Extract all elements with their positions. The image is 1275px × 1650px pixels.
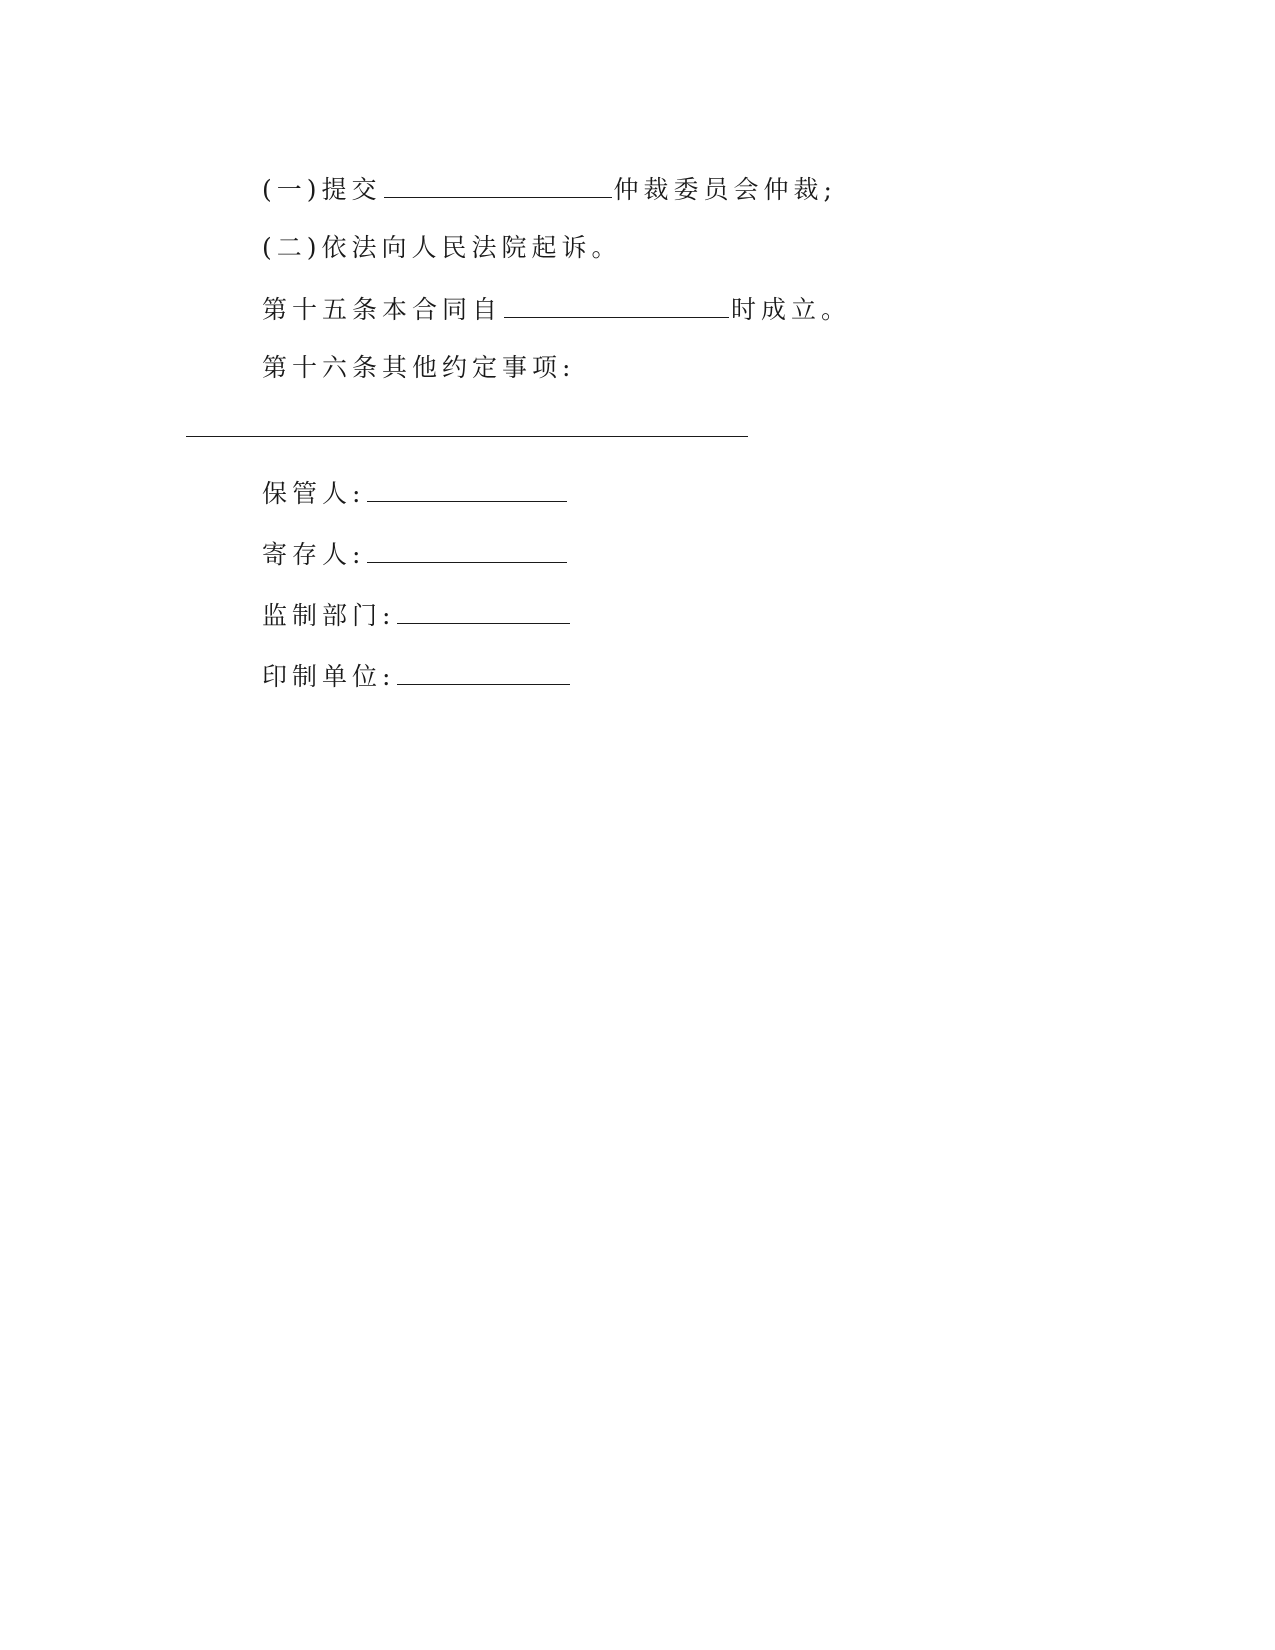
lawsuit-clause — [262, 231, 622, 265]
effective-time-blank[interactable] — [504, 291, 729, 318]
supervisor-blank[interactable] — [397, 597, 570, 624]
arbitration-prefix: (一)提交 — [262, 175, 382, 204]
article-15-suffix: 时成立。 — [731, 295, 852, 324]
custodian-label: 保管人: — [262, 479, 366, 508]
other-matters-blank[interactable] — [186, 436, 748, 437]
printer-blank[interactable] — [397, 658, 570, 685]
custodian-blank[interactable] — [367, 475, 567, 502]
printer-label: 印制单位: — [262, 662, 396, 691]
depositor-signature — [262, 536, 569, 572]
depositor-label: 寄存人: — [262, 540, 366, 569]
arbitration-commission-blank[interactable] — [384, 171, 612, 198]
printer-signature — [262, 658, 572, 694]
article-16-text: 第十六条其他约定事项: — [262, 353, 576, 382]
lawsuit-text: (二)依法向人民法院起诉。 — [262, 233, 622, 262]
depositor-blank[interactable] — [367, 536, 567, 563]
arbitration-clause — [262, 171, 837, 207]
custodian-signature — [262, 475, 569, 511]
article-15 — [262, 291, 851, 327]
supervisor-label: 监制部门: — [262, 601, 396, 630]
article-16 — [262, 351, 575, 385]
article-15-prefix: 第十五条本合同自 — [262, 295, 503, 324]
supervisor-signature — [262, 597, 572, 633]
arbitration-suffix: 仲裁委员会仲裁; — [613, 175, 837, 204]
